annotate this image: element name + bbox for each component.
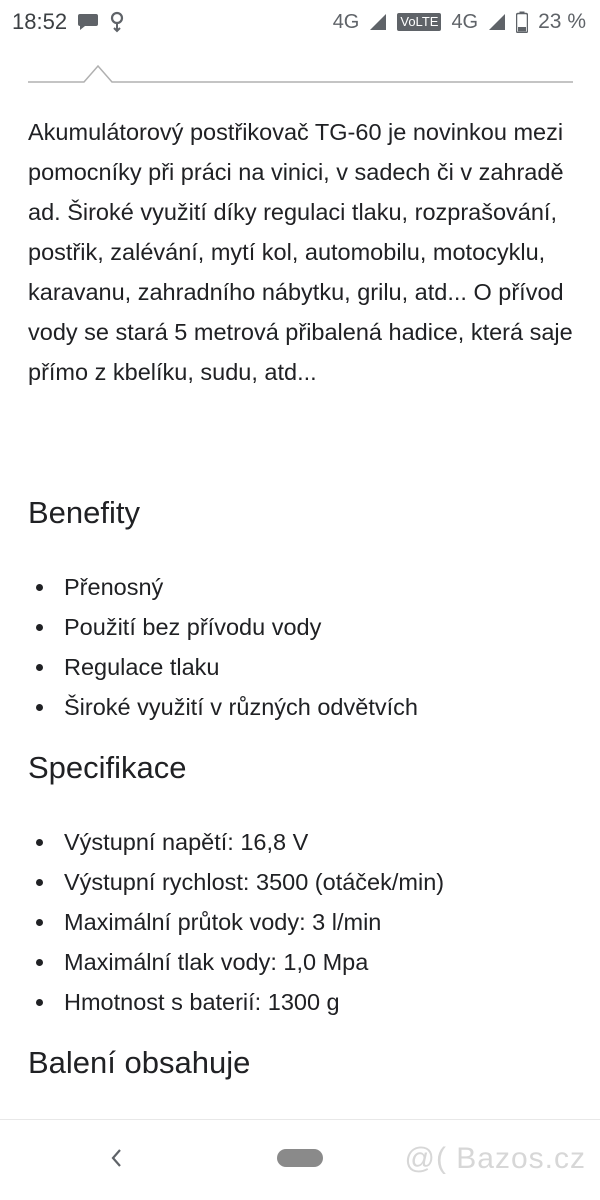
bullet-icon <box>36 704 43 711</box>
status-bar <box>0 0 600 44</box>
chevron-left-icon <box>109 1148 123 1168</box>
list-item-text: Hmotnost s baterií: 1300 g <box>64 989 340 1015</box>
bullet-icon <box>36 959 43 966</box>
specs-list <box>36 822 576 1022</box>
home-button[interactable] <box>277 1149 323 1167</box>
bullet-icon <box>36 584 43 591</box>
list-item <box>36 862 576 902</box>
network-label-2: 4G <box>451 10 479 33</box>
navigation-bar <box>0 1119 600 1200</box>
bullet-icon <box>36 999 43 1006</box>
status-left <box>12 9 125 35</box>
specs-heading: Specifikace <box>28 750 187 785</box>
watermark: @( Bazos.cz <box>404 1142 586 1175</box>
message-icon <box>77 12 99 32</box>
list-item <box>36 567 576 607</box>
bullet-icon <box>36 839 43 846</box>
signal-icon-2 <box>488 13 506 31</box>
network-label-1: 4G <box>332 10 360 33</box>
bullet-icon <box>36 664 43 671</box>
list-item-text: Regulace tlaku <box>64 654 220 680</box>
battery-icon <box>516 11 528 33</box>
bullet-icon <box>36 624 43 631</box>
signal-icon <box>369 13 387 31</box>
list-item <box>36 687 576 727</box>
bullet-icon <box>36 879 43 886</box>
bullet-icon <box>36 919 43 926</box>
status-time: 18:52 <box>12 9 68 34</box>
list-item <box>36 607 576 647</box>
location-icon <box>109 11 125 33</box>
list-item <box>36 902 576 942</box>
list-item-text: Přenosný <box>64 574 164 600</box>
list-item <box>36 822 576 862</box>
list-item <box>36 982 576 1022</box>
back-button[interactable] <box>100 1142 132 1174</box>
battery-percent: 23 % <box>538 10 586 33</box>
benefits-list <box>36 567 576 727</box>
list-item-text: Maximální průtok vody: 3 l/min <box>64 909 382 935</box>
benefits-heading: Benefity <box>28 495 141 530</box>
status-right <box>333 10 586 34</box>
list-item-text: Maximální tlak vody: 1,0 Mpa <box>64 949 369 975</box>
list-item-text: Výstupní napětí: 16,8 V <box>64 829 309 855</box>
list-item-text: Výstupní rychlost: 3500 (otáček/min) <box>64 869 445 895</box>
tooltip-divider <box>28 60 573 86</box>
package-heading: Balení obsahuje <box>28 1045 251 1080</box>
product-description: Akumulátorový postřikovač TG-60 je novinkou mezi pomocníky při práci na vinici, v sadech či v zahradě ad. Široké využití díky regulaci tlaku, rozprašování, postřik, zalévání, mytí kol, automobilu, motocyklu, karavanu, zahradního nábytku, grilu, atd... O přívod vody se stará 5 metrová přibalená hadice, která saje přímo z kbelíku, sudu, atd... <box>28 119 573 385</box>
volte-badge: VoLTE <box>397 13 441 31</box>
list-item-text: Použití bez přívodu vody <box>64 614 322 640</box>
list-item-text: Široké využití v různých odvětvích <box>64 694 418 720</box>
list-item <box>36 647 576 687</box>
article-content <box>28 112 573 392</box>
list-item <box>36 942 576 982</box>
